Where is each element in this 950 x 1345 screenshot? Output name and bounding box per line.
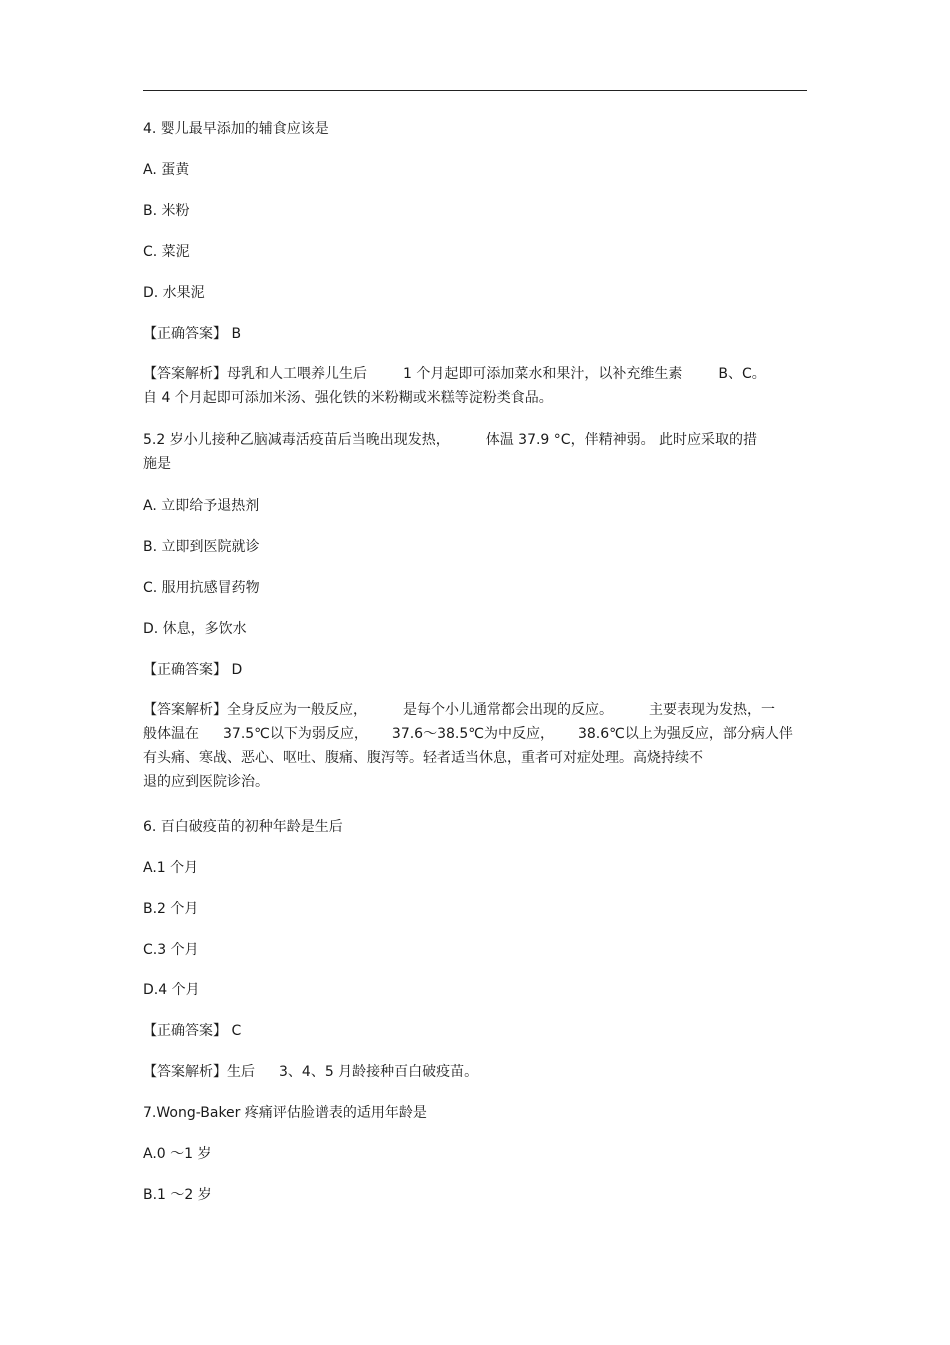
q4-option-b: B. 米粉 <box>143 203 190 219</box>
q6-option-d: D.4 个月 <box>143 982 200 998</box>
q4-analysis-part2: 1 个月起即可添加菜水和果汁，以补充维生素 <box>403 366 683 382</box>
q4-analysis-line2: 自 4 个月起即可添加米汤、强化铁的米粉糊或米糕等淀粉类食品。 <box>143 390 553 406</box>
q5-analysis-part3: 主要表现为发热，一 <box>649 702 775 718</box>
q6-analysis-part2: 3、4、5 月龄接种百白破疫苗。 <box>279 1064 479 1080</box>
q5-option-d: D. 休息，多饮水 <box>143 621 247 637</box>
q5-analysis-part4: 般体温在 <box>143 726 199 742</box>
q7-option-b: B.1 ～2 岁 <box>143 1187 212 1203</box>
q5-option-c: C. 服用抗感冒药物 <box>143 580 260 596</box>
q6-stem: 6. 百白破疫苗的初种年龄是生后 <box>143 819 343 835</box>
q6-option-a: A.1 个月 <box>143 860 199 876</box>
q6-option-c: C.3 个月 <box>143 942 199 958</box>
q4-option-d: D. 水果泥 <box>143 285 205 301</box>
header-rule <box>143 90 807 91</box>
q5-stem-line2: 施是 <box>143 456 171 472</box>
q4-analysis-part3: B、C。 <box>718 366 766 382</box>
q6-analysis-part1: 【答案解析】生后 <box>143 1064 255 1080</box>
q4-option-a: A. 蛋黄 <box>143 162 190 178</box>
q5-analysis-part5: 37.5℃以下为弱反应， <box>223 726 368 742</box>
q4-option-c: C. 菜泥 <box>143 244 190 260</box>
q5-analysis-part1: 【答案解析】全身反应为一般反应， <box>143 702 367 718</box>
q7-option-a: A.0 ～1 岁 <box>143 1146 212 1162</box>
q5-stem-part1: 5.2 岁小儿接种乙脑减毒活疫苗后当晚出现发热， <box>143 432 450 448</box>
q5-analysis-part2: 是每个小儿通常都会出现的反应。 <box>403 702 613 718</box>
q6-answer: 【正确答案】 C <box>143 1023 242 1039</box>
q6-analysis <box>143 1063 478 1081</box>
q5-option-b: B. 立即到医院就诊 <box>143 539 260 555</box>
q4-answer: 【正确答案】 B <box>143 326 242 342</box>
q4-stem: 4. 婴儿最早添加的辅食应该是 <box>143 121 329 137</box>
q5-stem-part2: 体温 37.9 °C，伴精神弱。 此时应采取的措 <box>485 432 758 448</box>
q5-option-a: A. 立即给予退热剂 <box>143 498 260 514</box>
q4-analysis-part1: 【答案解析】母乳和人工喂养儿生后 <box>143 366 367 382</box>
q4-analysis <box>143 362 803 410</box>
q5-answer: 【正确答案】 D <box>143 662 243 678</box>
q6-option-b: B.2 个月 <box>143 901 199 917</box>
q7-stem: 7.Wong-Baker 疼痛评估脸谱表的适用年龄是 <box>143 1105 427 1121</box>
q5-analysis-part7: 38.6℃以上为强反应，部分病人伴 <box>577 726 793 742</box>
q5-analysis-line4: 退的应到医院诊治。 <box>143 774 269 790</box>
q5-analysis-part6: 37.6～38.5℃为中反应， <box>391 726 554 742</box>
q5-stem <box>143 428 803 476</box>
q5-analysis-line3: 有头痛、寒战、恶心、呕吐、腹痛、腹泻等。轻者适当休息，重者可对症处理。高烧持续不 <box>143 750 703 766</box>
q5-analysis <box>143 698 803 794</box>
